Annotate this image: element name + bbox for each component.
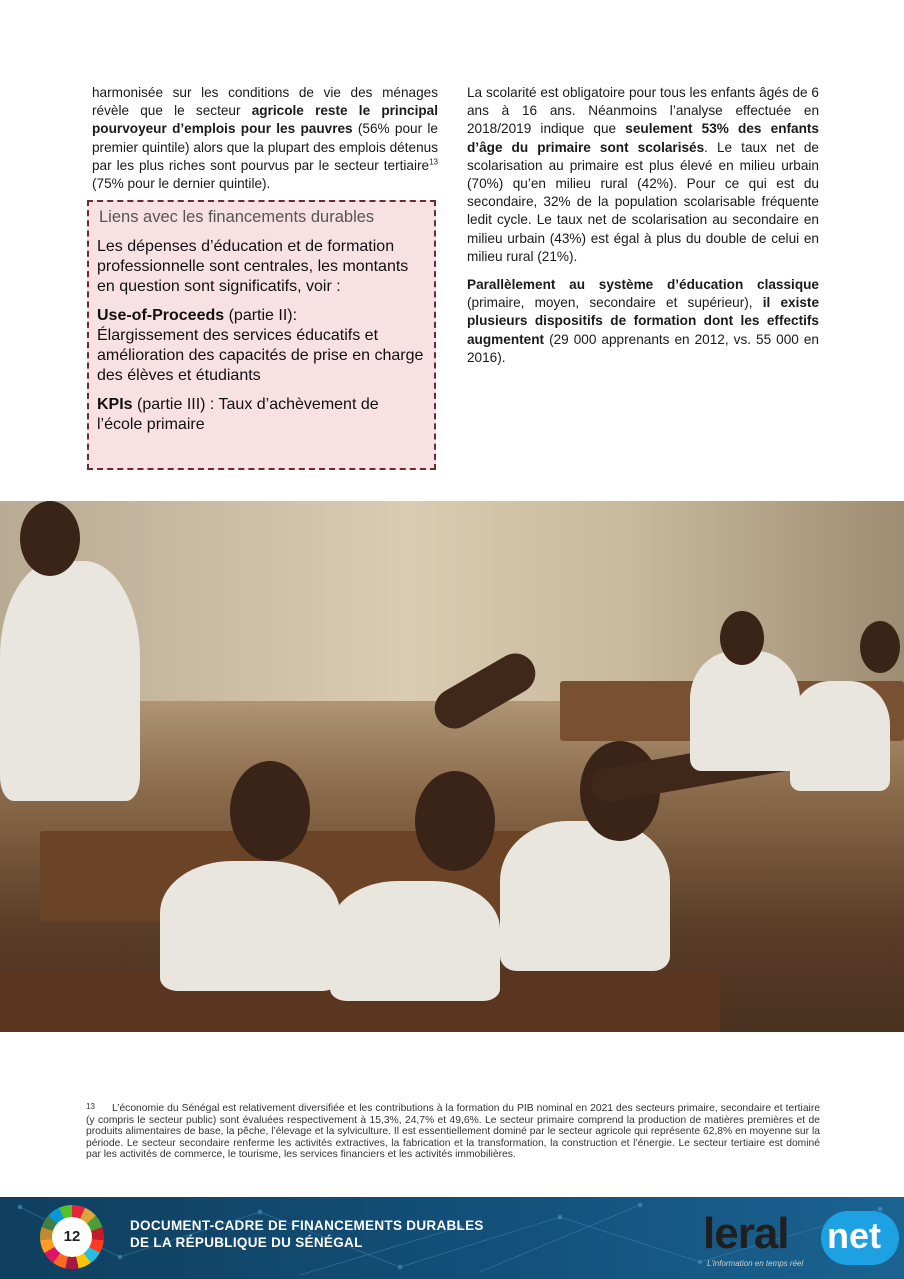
photo-student — [330, 881, 500, 1001]
right-paragraph-1: La scolarité est obligatoire pour tous les enfants âgés de 6 ans à 16 ans. Néanmoins l’analyse effectuée en 2018/2019 indique que seulement 53% des enfants d’âge du primaire sont scolarisés. Le taux net de scolarisation au primaire est plus élevé en milieu urbain (70%) qu’en milieu rural (42%). Pour ce qui est du secondaire, 32% de la population scolarisable fréquente ledit cycle. Le taux net de scolarisation au secondaire en milieu urbain (43%) est égal à plus du double de celui en milieu rural (21%). — [467, 85, 819, 264]
footnote-number: 13 — [86, 1102, 95, 1111]
right-paragraph-2: Parallèlement au système d’éducation classique (primaire, moyen, secondaire et supérieur), il existe plusieurs dispositifs de formation dont les effectifs augmentent (29 000 apprenants en 2012, vs. 55 000 en 2016). — [467, 277, 819, 365]
callout-use-of-proceeds: Use-of-Proceeds (partie II): Élargissement des services éducatifs et amélioration des capacités de prise en charge des élèves et étudiants — [97, 307, 424, 384]
photo-student — [790, 681, 890, 791]
callout-kpis: KPIs (partie III) : Taux d’achèvement de l’école primaire — [97, 396, 379, 433]
sdg-wheel-icon — [40, 1205, 104, 1269]
left-paragraph: harmonisée sur les conditions de vie des ménages révèle que le secteur agricole reste le principal pourvoyeur d’emplois pour les pauvres (56% pour le premier quintile) alors que la plupart des emplois détenus par les plus riches sont pourvus par le secteur tertiaire$^{13}$ (75% pour le dernier quintile). — [92, 85, 438, 192]
document-title: DOCUMENT-CADRE DE FINANCEMENTS DURABLES DE LA RÉPUBLIQUE DU SÉNÉGAL — [130, 1218, 484, 1250]
classroom-photo — [0, 501, 904, 1032]
footnote-text: L’économie du Sénégal est relativement diversifiée et les contributions à la formation du PIB nominal en 2021 des secteurs primaire, secondaire et tertiaire (y compris le secteur public) sont évaluées respectivement à 15,3%, 24,7% et 49,6%. Le secteur primaire comprend la production de matières premières et de produits alimentaires de base, la pêche, l’élevage et la sylviculture. Il est essentiellement dominé par le secteur agricole qui représente 62,8% en moyenne sur la période. Le secteur secondaire renferme les activités extractives, la fabrication et la transformation, la construction et l’énergie. Le secteur tertiaire est dominé par les activités de commerce, le tourisme, les services financiers et les activités immobilières. — [86, 1103, 820, 1161]
page-footer — [0, 1197, 904, 1279]
callout-intro: Les dépenses d’éducation et de formation professionnelle sont centrales, les montants en question sont significatifs, voir : — [97, 238, 409, 295]
photo-student — [720, 611, 764, 665]
photo-student — [0, 561, 140, 801]
callout-title: Liens avec les financements durables — [99, 208, 375, 226]
sustainable-finance-callout — [87, 200, 436, 470]
left-column — [92, 84, 438, 203]
photo-student — [415, 771, 495, 871]
footnote — [86, 1103, 820, 1161]
photo-student — [690, 651, 800, 771]
photo-student — [160, 861, 340, 991]
page-number: 12 — [52, 1217, 92, 1257]
leralnet-logo: leral net L'information en temps réel — [703, 1209, 898, 1273]
photo-student — [230, 761, 310, 861]
photo-student — [20, 501, 80, 576]
right-column — [467, 84, 819, 377]
photo-student — [860, 621, 900, 673]
photo-student — [500, 821, 670, 971]
footnote-ref[interactable]: 13 — [429, 157, 438, 167]
